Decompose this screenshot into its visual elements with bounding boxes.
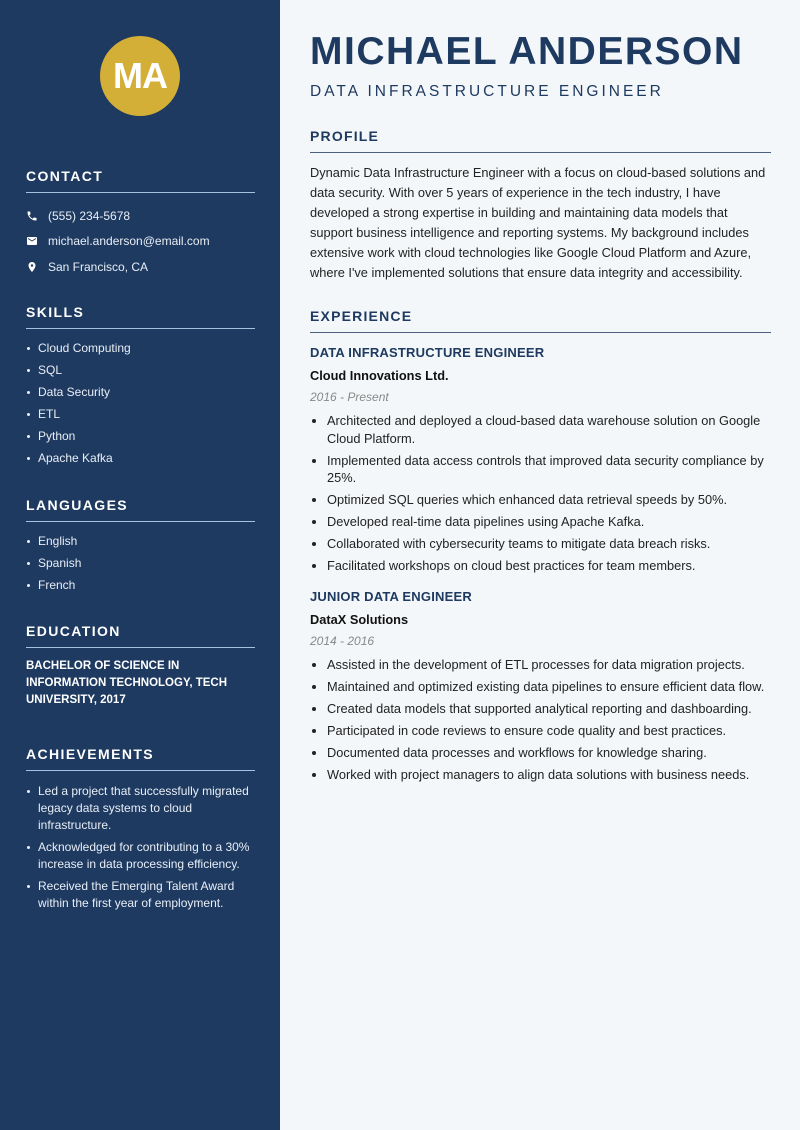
job-bullets — [310, 412, 771, 575]
contact-email — [26, 229, 255, 255]
avatar-initials: MA — [113, 55, 167, 96]
education-degree: BACHELOR OF SCIENCE IN INFORMATION TECHNOLOGY, TECH UNIVERSITY, 2017 — [26, 660, 228, 706]
job-role: DATA INFRASTRUCTURE ENGINEER — [310, 345, 545, 360]
education-section — [26, 623, 255, 709]
section-heading: EDUCATION — [26, 623, 255, 648]
section-heading: SKILLS — [26, 304, 255, 329]
section-heading: LANGUAGES — [26, 497, 255, 522]
languages-section — [26, 497, 255, 596]
list-item: Received the Emerging Talent Award within the first year of employment. — [26, 878, 255, 912]
section-heading: ACHIEVEMENTS — [26, 746, 255, 771]
list-item: Implemented data access controls that improved data security compliance by 25%. — [310, 452, 771, 487]
location-pin-icon — [26, 261, 38, 273]
list-item: Optimized SQL queries which enhanced data retrieval speeds by 50%. — [310, 491, 771, 509]
job-bullets — [310, 656, 771, 784]
experience-section — [310, 308, 771, 788]
job-entry — [310, 345, 771, 575]
sidebar — [0, 0, 280, 1130]
list-item: Spanish — [26, 552, 255, 574]
location-text: San Francisco, CA — [48, 259, 149, 274]
candidate-name: MICHAEL ANDERSON — [310, 30, 744, 73]
list-item: Python — [26, 425, 255, 447]
achievements-list — [26, 783, 255, 912]
list-item: Led a project that successfully migrated legacy data systems to cloud infrastructure. — [26, 783, 255, 834]
list-item: Documented data processes and workflows for knowledge sharing. — [310, 744, 771, 762]
section-heading: PROFILE — [310, 128, 771, 153]
contact-location — [26, 254, 255, 280]
skills-section — [26, 304, 255, 469]
list-item: Architected and deployed a cloud-based data warehouse solution on Google Cloud Platform. — [310, 412, 771, 447]
list-item: Developed real-time data pipelines using Apache Kafka. — [310, 513, 771, 531]
list-item: Created data models that supported analytical reporting and dashboarding. — [310, 700, 771, 718]
candidate-title: DATA INFRASTRUCTURE ENGINEER — [310, 83, 664, 100]
languages-list — [26, 530, 255, 596]
list-item: Maintained and optimized existing data pipelines to ensure efficient data flow. — [310, 678, 771, 696]
contact-section — [26, 168, 255, 280]
job-dates: 2016 - Present — [310, 390, 389, 404]
section-heading: CONTACT — [26, 168, 255, 193]
profile-summary: Dynamic Data Infrastructure Engineer with a focus on cloud-based solutions and data security. With over 5 years of experience in the tech industry, I have developed a strong expertise in building and maintaining data models that support business intelligence and reporting systems. My background includes extensive work with cloud technologies like Google Cloud Platform and Azure, where I've implemented solutions that ensure data integrity and accessibility. — [310, 165, 766, 280]
skills-list — [26, 337, 255, 469]
list-item: English — [26, 530, 255, 552]
phone-text: (555) 234-5678 — [48, 208, 131, 223]
list-item: Facilitated workshops on cloud best practices for team members. — [310, 557, 771, 575]
list-item: Assisted in the development of ETL processes for data migration projects. — [310, 656, 771, 674]
job-dates: 2014 - 2016 — [310, 633, 375, 648]
list-item: Cloud Computing — [26, 337, 255, 359]
job-company: Cloud Innovations Ltd. — [310, 368, 449, 383]
list-item: French — [26, 574, 255, 596]
job-company: DataX Solutions — [310, 611, 409, 627]
list-item: ETL — [26, 403, 255, 425]
list-item: Participated in code reviews to ensure code quality and best practices. — [310, 722, 771, 740]
email-text[interactable]: michael.anderson@email.com — [48, 234, 210, 249]
list-item: Acknowledged for contributing to a 30% increase in data processing efficiency. — [26, 839, 255, 873]
list-item: Apache Kafka — [26, 447, 255, 469]
list-item: Collaborated with cybersecurity teams to mitigate data breach risks. — [310, 535, 771, 553]
list-item: Worked with project managers to align data solutions with business needs. — [310, 766, 771, 784]
section-heading: EXPERIENCE — [310, 308, 771, 333]
profile-section — [310, 128, 771, 283]
avatar — [100, 36, 180, 116]
achievements-section — [26, 746, 255, 917]
list-item: Data Security — [26, 381, 255, 403]
job-entry — [310, 589, 771, 784]
phone-icon — [26, 210, 38, 222]
job-role: JUNIOR DATA ENGINEER — [310, 588, 472, 604]
list-item: SQL — [26, 359, 255, 381]
email-icon — [26, 235, 38, 247]
contact-phone — [26, 203, 255, 229]
